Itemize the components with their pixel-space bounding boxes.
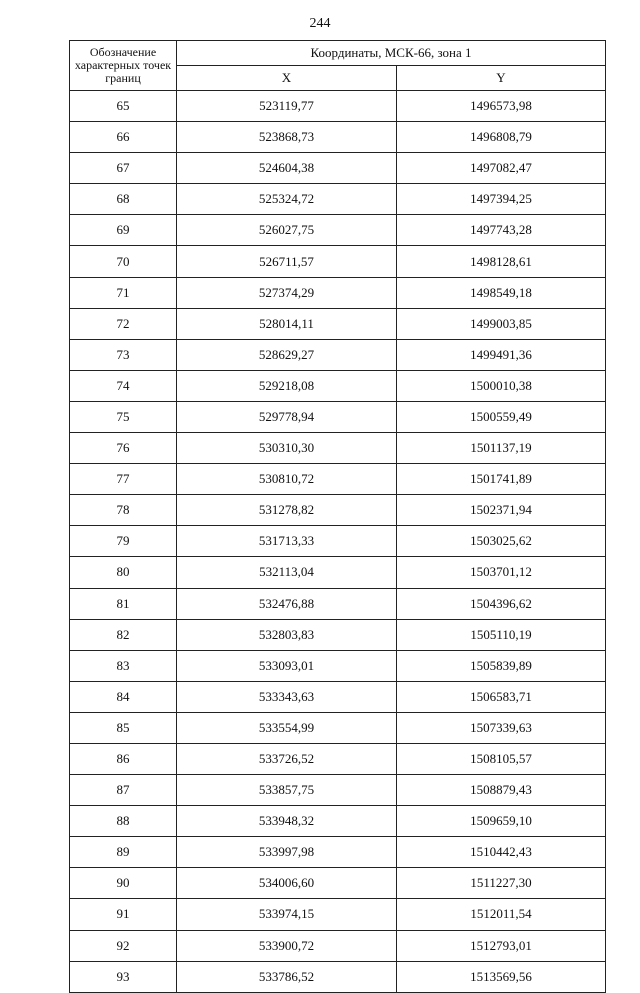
point-cell: 80 <box>70 557 177 588</box>
point-label-header: Обозначение характерных точек границ <box>70 41 177 91</box>
point-cell: 91 <box>70 899 177 930</box>
table-row <box>70 122 606 153</box>
point-cell: 89 <box>70 837 177 868</box>
table-row <box>70 308 606 339</box>
x-cell: 529778,94 <box>177 401 397 432</box>
table-row <box>70 961 606 992</box>
y-cell: 1499003,85 <box>397 308 606 339</box>
x-cell: 533974,15 <box>177 899 397 930</box>
x-column-header: X <box>177 66 397 91</box>
table-row <box>70 277 606 308</box>
y-cell: 1510442,43 <box>397 837 606 868</box>
point-cell: 76 <box>70 433 177 464</box>
table-row <box>70 743 606 774</box>
y-cell: 1507339,63 <box>397 712 606 743</box>
y-cell: 1499491,36 <box>397 339 606 370</box>
x-cell: 533726,52 <box>177 743 397 774</box>
y-cell: 1501741,89 <box>397 464 606 495</box>
x-cell: 533343,63 <box>177 681 397 712</box>
point-cell: 77 <box>70 464 177 495</box>
point-cell: 66 <box>70 122 177 153</box>
y-cell: 1511227,30 <box>397 868 606 899</box>
point-cell: 82 <box>70 619 177 650</box>
point-cell: 93 <box>70 961 177 992</box>
table-row <box>70 712 606 743</box>
point-cell: 79 <box>70 526 177 557</box>
page-number: 244 <box>309 16 331 31</box>
table-row <box>70 806 606 837</box>
x-cell: 532803,83 <box>177 619 397 650</box>
point-cell: 86 <box>70 743 177 774</box>
point-cell: 70 <box>70 246 177 277</box>
table-row <box>70 401 606 432</box>
table-row <box>70 557 606 588</box>
y-cell: 1512011,54 <box>397 899 606 930</box>
x-cell: 533997,98 <box>177 837 397 868</box>
point-cell: 90 <box>70 868 177 899</box>
y-cell: 1503025,62 <box>397 526 606 557</box>
x-cell: 534006,60 <box>177 868 397 899</box>
table-row <box>70 153 606 184</box>
point-cell: 67 <box>70 153 177 184</box>
point-cell: 75 <box>70 401 177 432</box>
y-cell: 1513569,56 <box>397 961 606 992</box>
x-cell: 526711,57 <box>177 246 397 277</box>
x-cell: 527374,29 <box>177 277 397 308</box>
table-row <box>70 868 606 899</box>
x-cell: 526027,75 <box>177 215 397 246</box>
y-cell: 1496573,98 <box>397 91 606 122</box>
y-cell: 1508105,57 <box>397 743 606 774</box>
y-cell: 1509659,10 <box>397 806 606 837</box>
table-row <box>70 91 606 122</box>
x-cell: 533093,01 <box>177 650 397 681</box>
x-cell: 529218,08 <box>177 370 397 401</box>
x-cell: 523119,77 <box>177 91 397 122</box>
point-cell: 65 <box>70 91 177 122</box>
table-row <box>70 464 606 495</box>
point-cell: 73 <box>70 339 177 370</box>
x-cell: 523868,73 <box>177 122 397 153</box>
x-cell: 528014,11 <box>177 308 397 339</box>
table-row <box>70 930 606 961</box>
coordinates-table <box>69 40 606 993</box>
x-cell: 530810,72 <box>177 464 397 495</box>
y-cell: 1497743,28 <box>397 215 606 246</box>
table-row <box>70 495 606 526</box>
y-cell: 1500559,49 <box>397 401 606 432</box>
x-cell: 532476,88 <box>177 588 397 619</box>
x-cell: 532113,04 <box>177 557 397 588</box>
y-cell: 1512793,01 <box>397 930 606 961</box>
point-cell: 83 <box>70 650 177 681</box>
y-cell: 1505110,19 <box>397 619 606 650</box>
x-cell: 533554,99 <box>177 712 397 743</box>
coordinates-header: Координаты, МСК-66, зона 1 <box>177 41 606 66</box>
x-cell: 530310,30 <box>177 433 397 464</box>
table-row <box>70 775 606 806</box>
x-cell: 533857,75 <box>177 775 397 806</box>
y-cell: 1506583,71 <box>397 681 606 712</box>
point-cell: 81 <box>70 588 177 619</box>
table-row <box>70 184 606 215</box>
y-column-header: Y <box>397 66 606 91</box>
y-cell: 1500010,38 <box>397 370 606 401</box>
x-cell: 533948,32 <box>177 806 397 837</box>
table-row <box>70 619 606 650</box>
x-cell: 528629,27 <box>177 339 397 370</box>
table-row <box>70 246 606 277</box>
table-body <box>70 91 606 993</box>
table-row <box>70 526 606 557</box>
point-cell: 74 <box>70 370 177 401</box>
y-cell: 1498128,61 <box>397 246 606 277</box>
table-row <box>70 681 606 712</box>
y-cell: 1501137,19 <box>397 433 606 464</box>
table-row <box>70 650 606 681</box>
y-cell: 1498549,18 <box>397 277 606 308</box>
x-cell: 531278,82 <box>177 495 397 526</box>
point-cell: 68 <box>70 184 177 215</box>
point-cell: 85 <box>70 712 177 743</box>
y-cell: 1508879,43 <box>397 775 606 806</box>
x-cell: 533786,52 <box>177 961 397 992</box>
y-cell: 1504396,62 <box>397 588 606 619</box>
y-cell: 1497082,47 <box>397 153 606 184</box>
y-cell: 1502371,94 <box>397 495 606 526</box>
table-row <box>70 339 606 370</box>
x-cell: 524604,38 <box>177 153 397 184</box>
x-cell: 525324,72 <box>177 184 397 215</box>
x-cell: 531713,33 <box>177 526 397 557</box>
table-row <box>70 837 606 868</box>
point-cell: 84 <box>70 681 177 712</box>
point-cell: 71 <box>70 277 177 308</box>
table-row <box>70 433 606 464</box>
table-row <box>70 899 606 930</box>
y-cell: 1497394,25 <box>397 184 606 215</box>
y-cell: 1505839,89 <box>397 650 606 681</box>
x-cell: 533900,72 <box>177 930 397 961</box>
y-cell: 1496808,79 <box>397 122 606 153</box>
point-cell: 88 <box>70 806 177 837</box>
table-row <box>70 215 606 246</box>
point-cell: 87 <box>70 775 177 806</box>
y-cell: 1503701,12 <box>397 557 606 588</box>
table-row <box>70 370 606 401</box>
point-cell: 78 <box>70 495 177 526</box>
table-row <box>70 588 606 619</box>
point-cell: 72 <box>70 308 177 339</box>
point-cell: 92 <box>70 930 177 961</box>
point-cell: 69 <box>70 215 177 246</box>
